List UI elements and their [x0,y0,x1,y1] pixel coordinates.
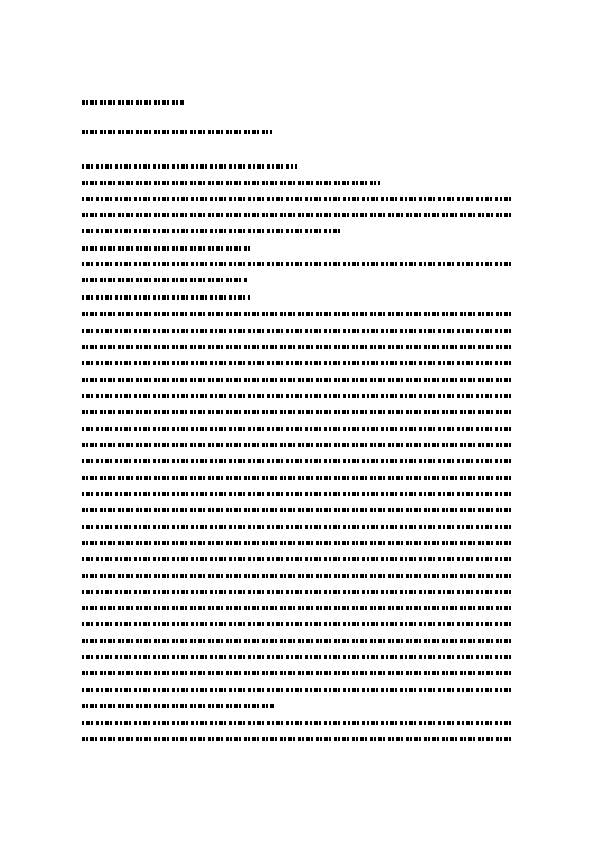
body-line [82,525,514,529]
body-line [82,622,514,626]
body-line [82,590,514,594]
body-line [82,704,274,708]
subheading-line [82,295,250,300]
body-line [82,655,514,659]
body-line [82,427,514,431]
header-line [82,100,185,105]
text-line [82,229,340,233]
subheader-line [82,130,272,134]
body-line [82,541,514,545]
body-line [82,312,514,316]
body-line [82,574,514,578]
body-line [82,508,514,512]
body-line [82,606,514,610]
body-line [82,361,514,365]
body-line [82,688,514,692]
body-line [82,671,514,675]
body-line [82,378,514,382]
text-line [82,197,514,201]
body-line [82,721,514,725]
body-line [82,557,514,561]
body-line [82,394,514,398]
body-line [82,329,514,333]
body-line [82,443,514,447]
subheading-line [82,246,250,251]
body-line [82,737,514,741]
text-line [82,262,514,266]
body-line [82,410,514,414]
text-line [82,213,514,217]
body-line [82,476,514,480]
text-line [82,181,380,185]
section-heading-line [82,164,297,169]
body-line [82,345,514,349]
body-line [82,492,514,496]
body-line [82,459,514,463]
text-line [82,278,247,282]
body-line [82,639,514,643]
